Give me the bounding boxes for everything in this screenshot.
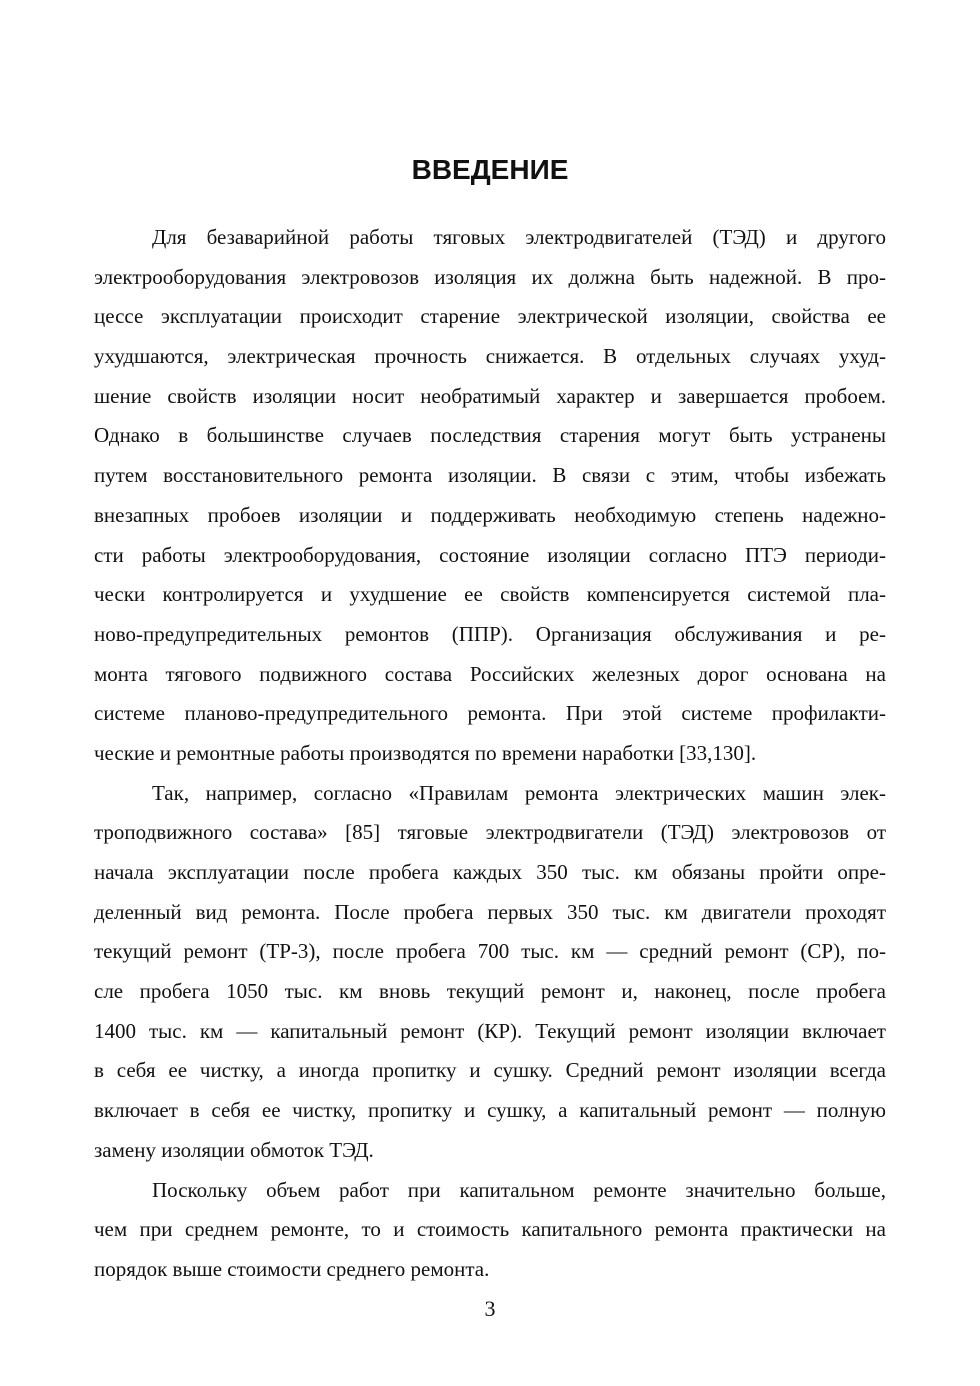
text-line: 1400 тыс. км — капитальный ремонт (КР). Текущий ремонт изоляции включает: [94, 1018, 886, 1043]
text-line: системе планово-предупредительного ремонта. При этой системе профилакти-: [94, 701, 886, 726]
text-line: внезапных пробоев изоляции и поддерживать необходимую степень надежно-: [94, 502, 886, 527]
text-line: текущий ремонт (ТР-3), после пробега 700 тыс. км — средний ремонт (СР), по-: [94, 939, 886, 964]
text-line: Для безаварийной работы тяговых электродвигателей (ТЭД) и другого: [152, 225, 886, 249]
text-line: монта тягового подвижного состава Российских железных дорог основана на: [94, 661, 886, 686]
text-line: цессе эксплуатации происходит старение электрической изоляции, свойства ее: [94, 304, 886, 329]
page-title: ВВЕДЕНИЕ: [411, 154, 569, 185]
paragraph-1: [94, 218, 886, 774]
text-line: Так, например, согласно «Правилам ремонта электрических машин элек-: [152, 780, 886, 805]
text-line: шение свойств изоляции носит необратимый характер и завершается пробоем.: [94, 383, 886, 408]
text-line: Однако в большинстве случаев последствия старения могут быть устранены: [94, 423, 886, 448]
page-number: 3: [484, 1296, 496, 1321]
text-line: включает в себя ее чистку, пропитку и сушку, а капитальный ремонт — полную: [94, 1098, 886, 1123]
paragraph-2: [94, 774, 886, 1171]
text-line: электрооборудования электровозов изоляция их должна быть надежной. В про-: [94, 264, 886, 289]
text-line: сти работы электрооборудования, состояние изоляции согласно ПТЭ периоди-: [94, 542, 886, 567]
text-line: ново-предупредительных ремонтов (ППР). Организация обслуживания и ре-: [94, 621, 886, 646]
text-line: путем восстановительного ремонта изоляции. В связи с этим, чтобы избежать: [94, 463, 886, 488]
body-text: [94, 218, 886, 1290]
text-line: ческие и ремонтные работы производятся по времени наработки [33,130].: [94, 740, 757, 765]
text-line: чем при среднем ремонте, то и стоимость капитального ремонта практически на: [94, 1217, 886, 1242]
text-line: сле пробега 1050 тыс. км вновь текущий ремонт и, наконец, после пробега: [94, 979, 886, 1004]
text-line: замену изоляции обмоток ТЭД.: [94, 1137, 374, 1162]
text-line: начала эксплуатации после пробега каждых 350 тыс. км обязаны пройти опре-: [94, 860, 886, 884]
text-line: ухудшаются, электрическая прочность снижается. В отдельных случаях ухуд-: [94, 344, 886, 369]
text-line: Поскольку объем работ при капитальном ремонте значительно больше,: [152, 1177, 886, 1202]
text-line: в себя ее чистку, а иногда пропитку и сушку. Средний ремонт изоляции всегда: [94, 1058, 886, 1083]
text-line: чески контролируется и ухудшение ее свойств компенсируется системой пла-: [94, 582, 886, 607]
text-line: порядок выше стоимости среднего ремонта.: [94, 1256, 490, 1281]
text-line: троподвижного состава» [85] тяговые электродвигатели (ТЭД) электровозов от: [94, 820, 886, 845]
paragraph-3: [94, 1171, 886, 1290]
text-line: деленный вид ремонта. После пробега первых 350 тыс. км двигатели проходят: [94, 899, 886, 924]
